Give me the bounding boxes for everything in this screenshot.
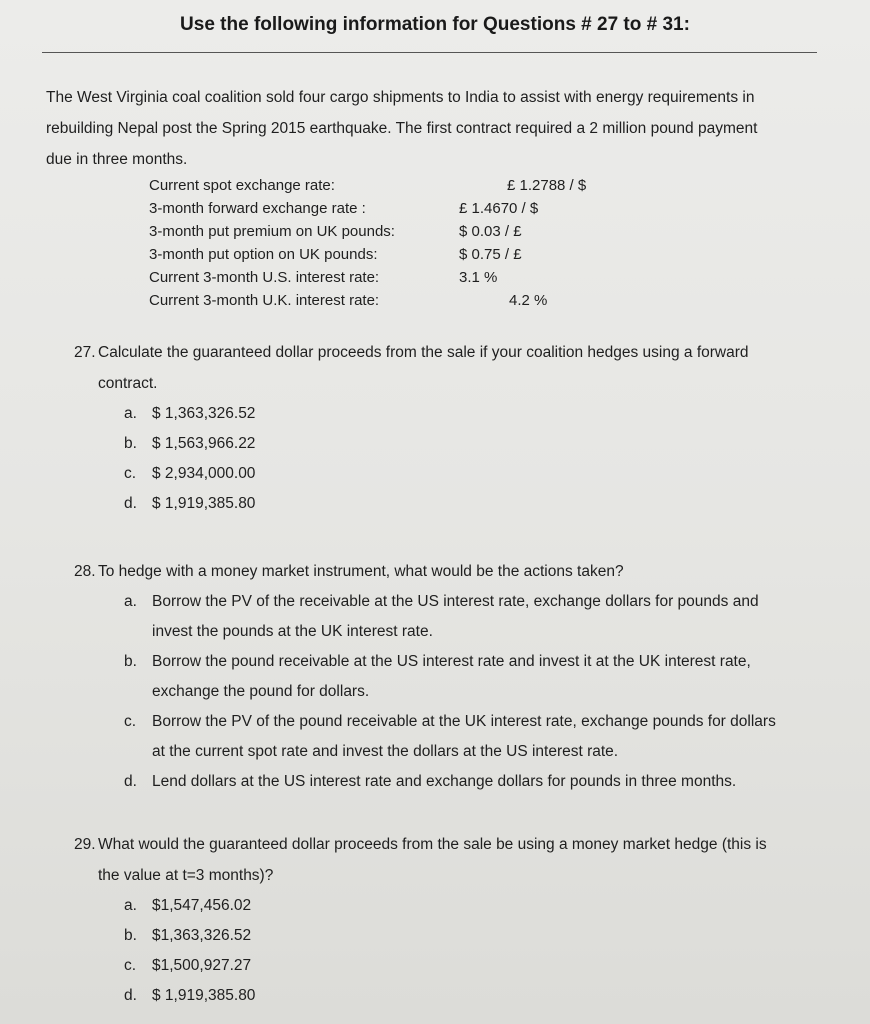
option-letter: d. (124, 495, 137, 512)
answer-option-d[interactable] (74, 981, 834, 1011)
question-stem-line: contract. (98, 375, 158, 392)
option-line: Lend dollars at the US interest rate and exchange dollars for pounds in three months. (152, 773, 737, 790)
intro-paragraph (46, 82, 826, 175)
answer-option-b[interactable] (74, 647, 834, 707)
question-27 (74, 337, 834, 519)
answer-option-c[interactable] (74, 951, 834, 981)
question-28 (74, 556, 834, 797)
question-number: 29. (74, 836, 96, 853)
header-divider (42, 52, 817, 53)
option-letter: b. (124, 653, 137, 670)
option-text: $ 1,919,385.80 (152, 987, 256, 1004)
option-letter: d. (124, 987, 137, 1004)
rate-label: 3-month put premium on UK pounds: (149, 223, 395, 240)
question-stem (74, 860, 834, 891)
answer-options (74, 587, 834, 797)
rate-label: Current 3-month U.K. interest rate: (149, 292, 380, 309)
rate-label: Current spot exchange rate: (149, 177, 335, 194)
answer-option-c[interactable] (74, 707, 834, 767)
section-header: Use the following information for Questions # 27 to # 31: (180, 14, 690, 35)
answer-option-a[interactable] (74, 891, 834, 921)
option-text: $1,363,326.52 (152, 927, 252, 944)
option-text: $ 2,934,000.00 (152, 465, 256, 482)
answer-option-a[interactable] (74, 587, 834, 647)
question-stem-line: the value at t=3 months)? (98, 867, 274, 884)
option-letter: c. (124, 957, 137, 974)
question-number: 28. (74, 563, 96, 580)
rate-value: 4.2 % (509, 292, 548, 309)
question-number: 27. (74, 344, 96, 361)
option-letter: b. (124, 435, 137, 452)
rate-label: 3-month forward exchange rate : (149, 200, 366, 217)
option-line: invest the pounds at the UK interest rate. (152, 623, 433, 640)
option-letter: a. (124, 593, 137, 610)
option-text: $ 1,363,326.52 (152, 405, 256, 422)
intro-line: The West Virginia coal coalition sold four cargo shipments to India to assist with energy requirements in (46, 89, 755, 106)
answer-option-a[interactable] (74, 399, 834, 429)
rate-value: £ 1.2788 / $ (507, 177, 587, 194)
rate-row (149, 197, 669, 220)
answer-option-d[interactable] (74, 767, 834, 797)
option-line: at the current spot rate and invest the dollars at the US interest rate. (152, 743, 619, 760)
option-line: Borrow the PV of the receivable at the US interest rate, exchange dollars for pounds and (152, 593, 759, 610)
option-letter: b. (124, 927, 137, 944)
question-stem-line: To hedge with a money market instrument, what would be the actions taken? (98, 563, 624, 580)
question-stem (74, 556, 834, 587)
rate-value: $ 0.03 / £ (459, 223, 522, 240)
answer-option-b[interactable] (74, 921, 834, 951)
question-stem (74, 368, 834, 399)
option-text: $ 1,919,385.80 (152, 495, 256, 512)
option-text: $1,500,927.27 (152, 957, 252, 974)
question-stem (74, 337, 834, 368)
rate-row (149, 266, 669, 289)
option-letter: c. (124, 713, 137, 730)
intro-line: rebuilding Nepal post the Spring 2015 earthquake. The first contract required a 2 million pound payment (46, 120, 758, 137)
option-letter: a. (124, 405, 137, 422)
intro-line: due in three months. (46, 151, 188, 168)
rate-row (149, 243, 669, 266)
answer-options (74, 399, 834, 519)
question-stem-line: What would the guaranteed dollar proceeds from the sale be using a money market hedge (this is (98, 836, 767, 853)
option-line: exchange the pound for dollars. (152, 683, 370, 700)
question-stem-line: Calculate the guaranteed dollar proceeds from the sale if your coalition hedges using a forward (98, 344, 749, 361)
option-letter: d. (124, 773, 137, 790)
rate-label: 3-month put option on UK pounds: (149, 246, 378, 263)
answer-option-d[interactable] (74, 489, 834, 519)
rates-table (149, 174, 669, 312)
option-letter: a. (124, 897, 137, 914)
option-letter: c. (124, 465, 137, 482)
rate-value: 3.1 % (459, 269, 498, 286)
rate-value: $ 0.75 / £ (459, 246, 522, 263)
rate-label: Current 3-month U.S. interest rate: (149, 269, 380, 286)
option-line: Borrow the PV of the pound receivable at the UK interest rate, exchange pounds for dollars (152, 713, 776, 730)
rate-row (149, 220, 669, 243)
rate-value: £ 1.4670 / $ (459, 200, 539, 217)
answer-option-b[interactable] (74, 429, 834, 459)
rate-row (149, 174, 669, 197)
option-text: $1,547,456.02 (152, 897, 252, 914)
answer-options (74, 891, 834, 1011)
question-stem (74, 829, 834, 860)
option-line: Borrow the pound receivable at the US interest rate and invest it at the UK interest rate, (152, 653, 751, 670)
answer-option-c[interactable] (74, 459, 834, 489)
question-29 (74, 829, 834, 1011)
option-text: $ 1,563,966.22 (152, 435, 256, 452)
rate-row (149, 289, 669, 312)
